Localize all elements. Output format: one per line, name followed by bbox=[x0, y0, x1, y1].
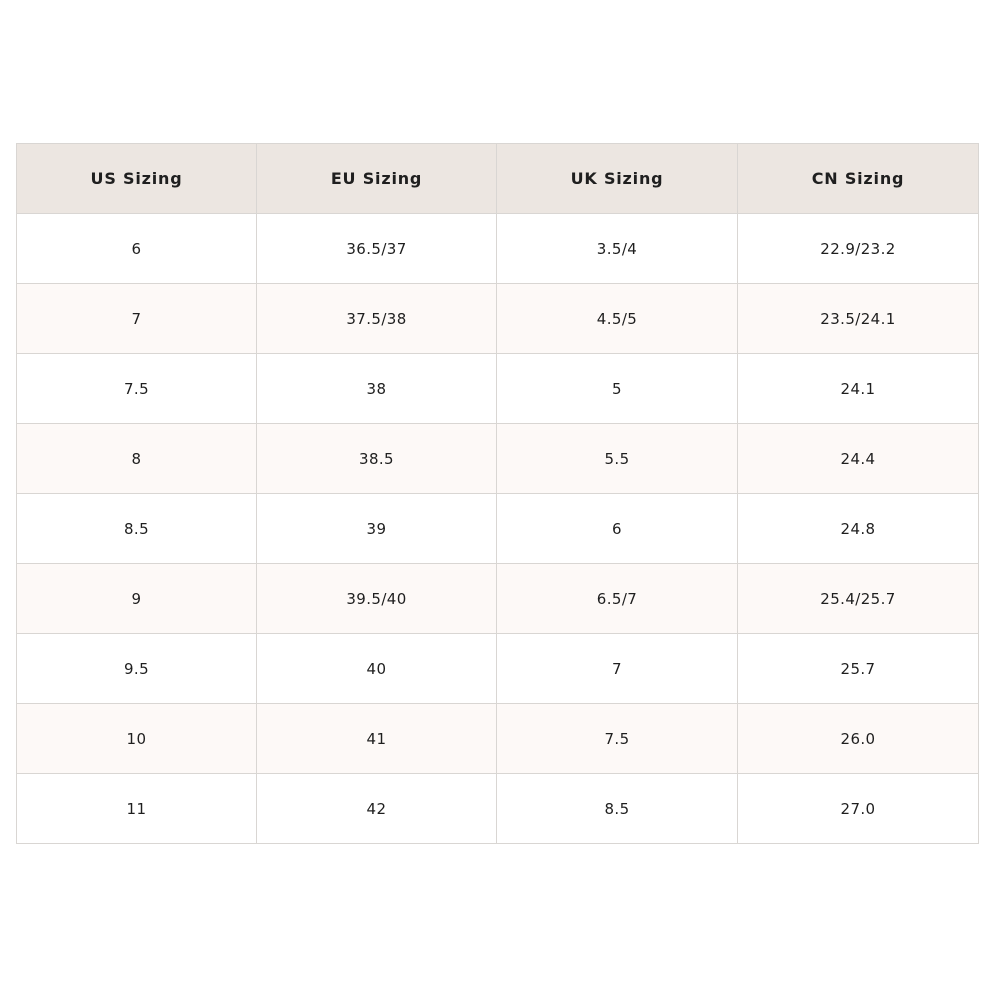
cn-size-cell: 24.8 bbox=[738, 494, 979, 564]
us-size-cell: 8.5 bbox=[17, 494, 257, 564]
table-row bbox=[17, 284, 979, 354]
table-row bbox=[17, 214, 979, 284]
cn-size-cell: 24.4 bbox=[738, 424, 979, 494]
cn-size-cell: 24.1 bbox=[738, 354, 979, 424]
size-chart-table bbox=[16, 143, 979, 844]
header-cn-sizing: CN Sizing bbox=[738, 144, 979, 214]
table-row bbox=[17, 564, 979, 634]
uk-size-cell: 5.5 bbox=[497, 424, 738, 494]
us-size-cell: 9 bbox=[17, 564, 257, 634]
uk-size-cell: 8.5 bbox=[497, 774, 738, 844]
table-row bbox=[17, 774, 979, 844]
eu-size-cell: 39.5/40 bbox=[257, 564, 497, 634]
uk-size-cell: 7 bbox=[497, 634, 738, 704]
us-size-cell: 10 bbox=[17, 704, 257, 774]
uk-size-cell: 6.5/7 bbox=[497, 564, 738, 634]
eu-size-cell: 41 bbox=[257, 704, 497, 774]
header-uk-sizing: UK Sizing bbox=[497, 144, 738, 214]
table-row bbox=[17, 634, 979, 704]
us-size-cell: 6 bbox=[17, 214, 257, 284]
table-header bbox=[17, 144, 979, 214]
eu-size-cell: 38.5 bbox=[257, 424, 497, 494]
header-us-sizing: US Sizing bbox=[17, 144, 257, 214]
header-row bbox=[17, 144, 979, 214]
cn-size-cell: 27.0 bbox=[738, 774, 979, 844]
eu-size-cell: 39 bbox=[257, 494, 497, 564]
table-row bbox=[17, 424, 979, 494]
cn-size-cell: 23.5/24.1 bbox=[738, 284, 979, 354]
uk-size-cell: 4.5/5 bbox=[497, 284, 738, 354]
cn-size-cell: 25.7 bbox=[738, 634, 979, 704]
us-size-cell: 11 bbox=[17, 774, 257, 844]
eu-size-cell: 42 bbox=[257, 774, 497, 844]
header-eu-sizing: EU Sizing bbox=[257, 144, 497, 214]
cn-size-cell: 25.4/25.7 bbox=[738, 564, 979, 634]
us-size-cell: 9.5 bbox=[17, 634, 257, 704]
us-size-cell: 7.5 bbox=[17, 354, 257, 424]
eu-size-cell: 40 bbox=[257, 634, 497, 704]
table-row bbox=[17, 494, 979, 564]
table-body bbox=[17, 214, 979, 844]
table-row bbox=[17, 354, 979, 424]
uk-size-cell: 7.5 bbox=[497, 704, 738, 774]
eu-size-cell: 36.5/37 bbox=[257, 214, 497, 284]
uk-size-cell: 5 bbox=[497, 354, 738, 424]
cn-size-cell: 22.9/23.2 bbox=[738, 214, 979, 284]
eu-size-cell: 38 bbox=[257, 354, 497, 424]
cn-size-cell: 26.0 bbox=[738, 704, 979, 774]
uk-size-cell: 3.5/4 bbox=[497, 214, 738, 284]
us-size-cell: 8 bbox=[17, 424, 257, 494]
eu-size-cell: 37.5/38 bbox=[257, 284, 497, 354]
uk-size-cell: 6 bbox=[497, 494, 738, 564]
table-row bbox=[17, 704, 979, 774]
us-size-cell: 7 bbox=[17, 284, 257, 354]
